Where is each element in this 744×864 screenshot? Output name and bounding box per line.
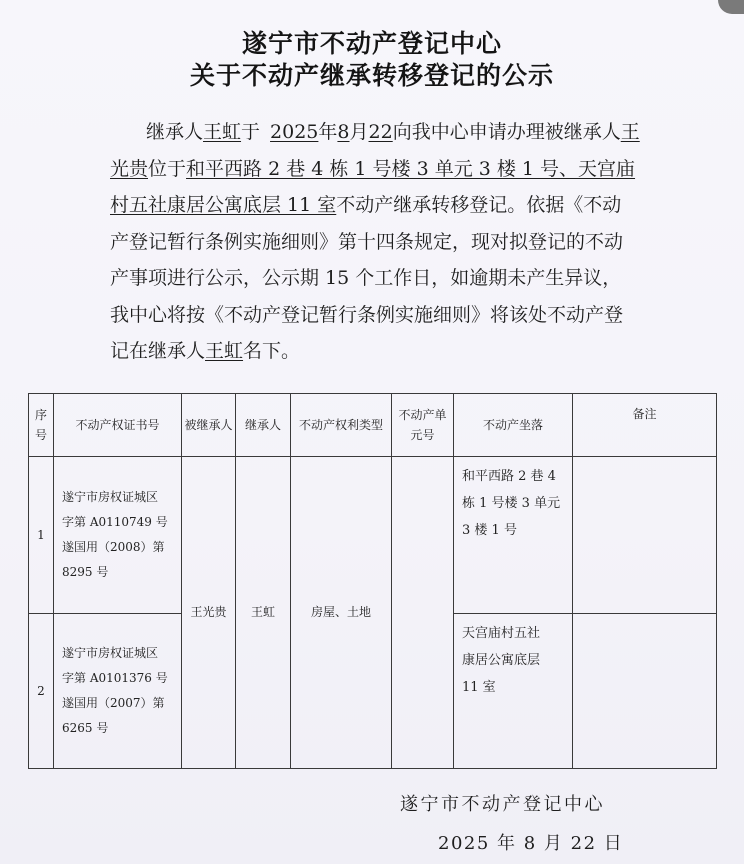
body-end: 名下。	[243, 340, 301, 362]
header-unit-no: 不动产单 元号	[392, 394, 454, 457]
header-decedent: 被继承人	[182, 394, 236, 457]
row1-cert: 遂宁市房权证城区 字第 A0110749 号 遂国用（2008）第 8295 号	[54, 457, 182, 614]
header-note: 备注	[573, 394, 717, 457]
row2-note	[573, 614, 717, 769]
decedent-cell: 王光贵	[182, 457, 236, 769]
row1-seq: 1	[29, 457, 54, 614]
signature-date: 2025 年 8 月 22 日	[438, 833, 624, 854]
announcement-body	[110, 114, 640, 370]
body-prefix: 继承人	[146, 121, 204, 143]
title-line-2: 关于不动产继承转移登记的公示	[189, 61, 554, 90]
body-located: 位于	[148, 157, 187, 180]
signature-org: 遂宁市不动产登记中心	[400, 794, 605, 815]
property-table	[28, 393, 717, 769]
row2-cert: 遂宁市房权证城区 字第 A0101376 号 遂国用（2007）第 6265 号	[54, 614, 182, 769]
property-location: 和平西路 2 巷 4 栋 1 号楼 3 单元 3 楼 1 号、天宫庙村五社康居公寓底层 11 室	[110, 157, 636, 216]
row2-seq: 2	[29, 614, 54, 769]
row2-location: 天宫庙村五社 康居公寓底层 11 室	[454, 614, 573, 769]
table-header-row	[29, 394, 717, 457]
right-type-cell: 房屋、土地	[291, 457, 392, 769]
heir-name: 王虹	[203, 121, 242, 143]
header-right-type: 不动产权利类型	[291, 394, 392, 457]
header-location: 不动产坐落	[454, 394, 573, 457]
body-mid: 向我中心申请办理被继承人	[392, 121, 621, 143]
year-unit: 年	[318, 121, 338, 143]
header-seq: 序 号	[29, 394, 54, 457]
body-yu: 于	[241, 121, 261, 143]
row1-note	[573, 457, 717, 614]
decedent-name: 王光贵	[110, 121, 640, 180]
body-rest: 不动产继承转移登记。依据《不动产登记暂行条例实施细则》第十四条规定，现对拟登记的不动产事项进行公示，公示期 15 个工作日，如逾期未产生异议，我中心将按《不动产登记暂行条例实施细则》将该处不动产登记在继承人	[110, 194, 624, 362]
month: 8	[337, 121, 350, 143]
header-cert: 不动产权证书号	[54, 394, 182, 457]
unit-no-cell	[392, 457, 454, 769]
header-heir: 继承人	[236, 394, 291, 457]
table-row	[29, 457, 717, 614]
year: 2025	[270, 121, 319, 143]
row1-location: 和平西路 2 巷 4 栋 1 号楼 3 单元 3 楼 1 号	[454, 457, 573, 614]
scroll-corner-icon	[718, 0, 744, 14]
title-line-1: 遂宁市不动产登记中心	[241, 29, 502, 58]
month-unit: 月	[349, 121, 369, 143]
day: 22	[368, 121, 393, 143]
heir-name-2: 王虹	[205, 340, 244, 362]
heir-cell: 王虹	[236, 457, 291, 769]
